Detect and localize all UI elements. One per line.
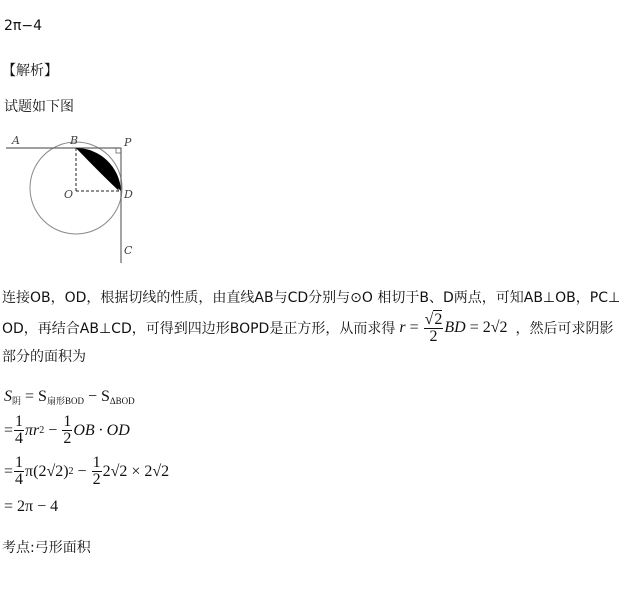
- math-row-3: = $\frac{1}{4}$ π(2√2) 2 − $\frac{1}{2}$ 2√2 × 2√2: [4, 454, 170, 488]
- figure-intro: 试题如下图: [4, 99, 74, 115]
- section-title: 【解析】: [2, 63, 58, 79]
- label-d: D: [124, 188, 133, 201]
- explanation-line-2-tail: ，然后可求阴影: [515, 321, 614, 337]
- math-row-2: = $\frac{1}{4}$ πr 2 − $\frac{1}{2}$ OB · OD: [4, 413, 130, 447]
- label-b: B: [70, 134, 79, 147]
- geometry-figure: [0, 128, 150, 268]
- answer: 2π−4: [4, 18, 42, 34]
- explanation-line-2-text: OD，再结合AB⊥CD，可得到四边形BOPD是正方形，从而求得: [2, 321, 396, 337]
- radius-equation-value: = 2√2: [469, 319, 508, 336]
- label-o: O: [64, 188, 74, 201]
- label-p: P: [124, 136, 132, 149]
- kaodian-value: 弓形面积: [34, 540, 91, 556]
- explanation-line-2: [2, 310, 614, 346]
- explanation-line-3: 部分的面积为: [2, 349, 86, 365]
- label-a: A: [12, 134, 20, 147]
- explanation-line-1: 连接OB，OD，根据切线的性质，由直线AB与CD分别与⊙O 相切于B、D两点，可知AB⊥OB，PC⊥: [2, 290, 621, 306]
- label-c: C: [124, 244, 133, 257]
- math-row-4: = 2π − 4: [4, 498, 59, 515]
- kaodian-label: 考点:: [2, 540, 35, 556]
- right-angle-mark: [116, 148, 121, 153]
- kaodian: [2, 537, 91, 557]
- radius-equation: r = $\frac{√2}{2}$ BD = 2√2: [399, 310, 508, 345]
- math-row-1: $S_阴 = S_{扇形BOD} - S_{\Delta BOD}$: [4, 388, 135, 406]
